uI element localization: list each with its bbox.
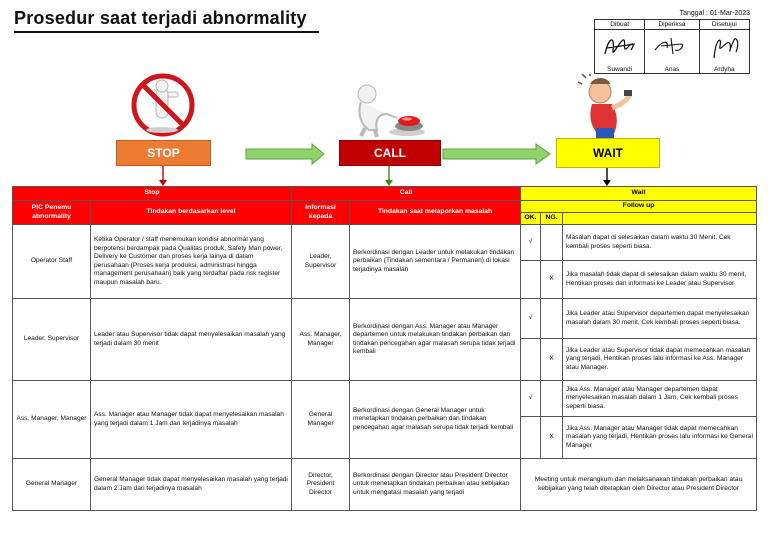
ng-followup-cell: Jika masalah tidak dapat di selesaikan dalam waktu 30 menit, Hentikan proses dan informasi ke Leader atau Supervisor bbox=[563, 261, 757, 299]
pic-cell: General Manager bbox=[13, 459, 91, 511]
table-row bbox=[13, 299, 757, 339]
pic-cell: Leader, Supervisor bbox=[13, 299, 91, 381]
approval-name-ardyha: Ardyha bbox=[714, 66, 735, 73]
tindakan-cell: Ass. Manager atau Manager tidak dapat menyelesaikan masalah yang terjadi dalam 1 Jam dari terjadinya masalah bbox=[91, 381, 292, 459]
table-row bbox=[13, 381, 757, 417]
ng-cross-mark: X bbox=[541, 261, 563, 299]
column-header-tindakan: Tindakan berdasarkan level bbox=[91, 201, 292, 225]
ok-empty-cell bbox=[521, 339, 541, 381]
column-header-ok: OK. bbox=[521, 213, 541, 225]
procedure-table bbox=[12, 186, 757, 511]
tindakan-cell: Leader atau Supervisor tidak dapat menyelesaikan masalah yang terjadi dalam 30 menit bbox=[91, 299, 292, 381]
arrow-right-icon bbox=[443, 144, 550, 164]
column-header-ng: NG. bbox=[541, 213, 563, 225]
lapor-cell: Berkordinasi dengan Ass. Manager atau Manager departemen untuk melakukan tindakan perbaikan dan tindakan pencegahan agar malasah serupa tidak terjadi kembali bbox=[350, 299, 521, 381]
ng-empty-cell bbox=[541, 225, 563, 261]
call-box: CALL bbox=[339, 140, 441, 166]
section-wait-header: Wait bbox=[521, 187, 757, 201]
approval-date: Tanggal : 01-Mar-2023 bbox=[679, 10, 750, 17]
lapor-cell: Berkordinasi dengan General Manager untuk menetapkan tindakan perbaikan dan tindakan pencegahan agar malasah serupa tidak terjadi kembali bbox=[350, 381, 521, 459]
ng-empty-cell bbox=[541, 381, 563, 417]
approval-header-diperiksa: Diperiksa bbox=[645, 20, 699, 30]
table-row bbox=[13, 225, 757, 261]
column-header-follow-up: Follow up bbox=[521, 201, 757, 213]
ng-cross-mark: X bbox=[541, 417, 563, 459]
ok-followup-cell: Masalah dapat di selesaikan dalam waktu 30 Menit, Cek kembali proses seperti biasa. bbox=[563, 225, 757, 261]
informasi-cell: Leader, Supervisor bbox=[292, 225, 350, 299]
wait-box: WAIT bbox=[556, 138, 660, 168]
final-followup-cell: Meeting untuk merangkum dan melaksanakan tindakan perbaikan atau kebijakan yang telah ditetapkan oleh Director atau President Director bbox=[521, 459, 757, 511]
column-header-informasi: Informasi kepada bbox=[292, 201, 350, 225]
approval-name-anas: Anas bbox=[664, 66, 680, 73]
ok-check-mark: √ bbox=[521, 225, 541, 261]
ng-cross-mark: X bbox=[541, 339, 563, 381]
flow-arrows bbox=[0, 0, 768, 200]
column-header-pic: PIC Penemu abnormality bbox=[13, 201, 91, 225]
tindakan-cell: General Manager tidak dapat menyelesaikan masalah yang terjadi dalam 2 Jam dari terjadinya masalah bbox=[91, 459, 292, 511]
approval-header-disetujui: Disetujui bbox=[699, 20, 749, 30]
ng-followup-cell: Jika Ass. Manager atau Manager tidak dapat memecahkan masalah yang terjadi, Hentikan proses lalu informasi ke General Manager bbox=[563, 417, 757, 459]
ng-followup-cell: Jika Leader atau Supervisor tidak dapat memecahkan masalah yang terjadi, Hentikan proses lalu informasi ke Ass. Manager atau Manager. bbox=[563, 339, 757, 381]
lapor-cell: Berkordinasi dengan Leader untuk melakukan tindakan perbaikan (Tindakan sementara / Permanen) di lokasi terjadinya masalah bbox=[350, 225, 521, 299]
ok-check-mark: √ bbox=[521, 299, 541, 339]
informasi-cell: Director, President Director bbox=[292, 459, 350, 511]
ng-empty-cell bbox=[541, 299, 563, 339]
ok-check-mark: √ bbox=[521, 381, 541, 417]
ok-empty-cell bbox=[521, 417, 541, 459]
lapor-cell: Berkordinasi dengan Director atau President Director untuk menetapkan tindakan perbaikan atau kebijakan untuk mengatasi masalah yang terjadi bbox=[350, 459, 521, 511]
section-call-header: Call bbox=[292, 187, 521, 201]
arrow-right-icon bbox=[246, 144, 324, 164]
approval-header-dibuat: Dibuat bbox=[595, 20, 645, 30]
tindakan-cell: Ketika Operator / staff menemukan kondisi abnormal yang berpotensi berdampak pada Qualitas produk, Safety Man power, Delivery ke Customer dan proses kerja lainya di dalam perusahaan (Proses kerja produksi, administrasi hingga management perusahaan) baik yang terdaftar pada risk register maupun masalah baru. bbox=[91, 225, 292, 299]
pic-cell: Operator Staff bbox=[13, 225, 91, 299]
informasi-cell: Ass. Manager, Manager bbox=[292, 299, 350, 381]
table-row bbox=[13, 459, 757, 511]
stop-box: STOP bbox=[116, 140, 211, 166]
pic-cell: Ass. Manager, Manager bbox=[13, 381, 91, 459]
column-header-tindakan-lapor: Tindakan saat melaporkan masalah bbox=[350, 201, 521, 225]
approval-name-suwandi: Suwandi bbox=[607, 66, 633, 73]
column-header-blank bbox=[563, 213, 757, 225]
informasi-cell: General Manager bbox=[292, 381, 350, 459]
ok-followup-cell: Jika Leader atau Supervisor departemen dapat menyelesaikan masalah dalam 30 menit, Cek kembali proses seperti biasa. bbox=[563, 299, 757, 339]
ok-empty-cell bbox=[521, 261, 541, 299]
ok-followup-cell: Jika Ass. Manager atau Manager departemen dapat menyelesaikan masalah dalam 1 Jam, Cek kembali proses seperti biasa. bbox=[563, 381, 757, 417]
page-title: Prosedur saat terjadi abnormality bbox=[14, 8, 307, 28]
section-stop-header: Stop bbox=[13, 187, 292, 201]
